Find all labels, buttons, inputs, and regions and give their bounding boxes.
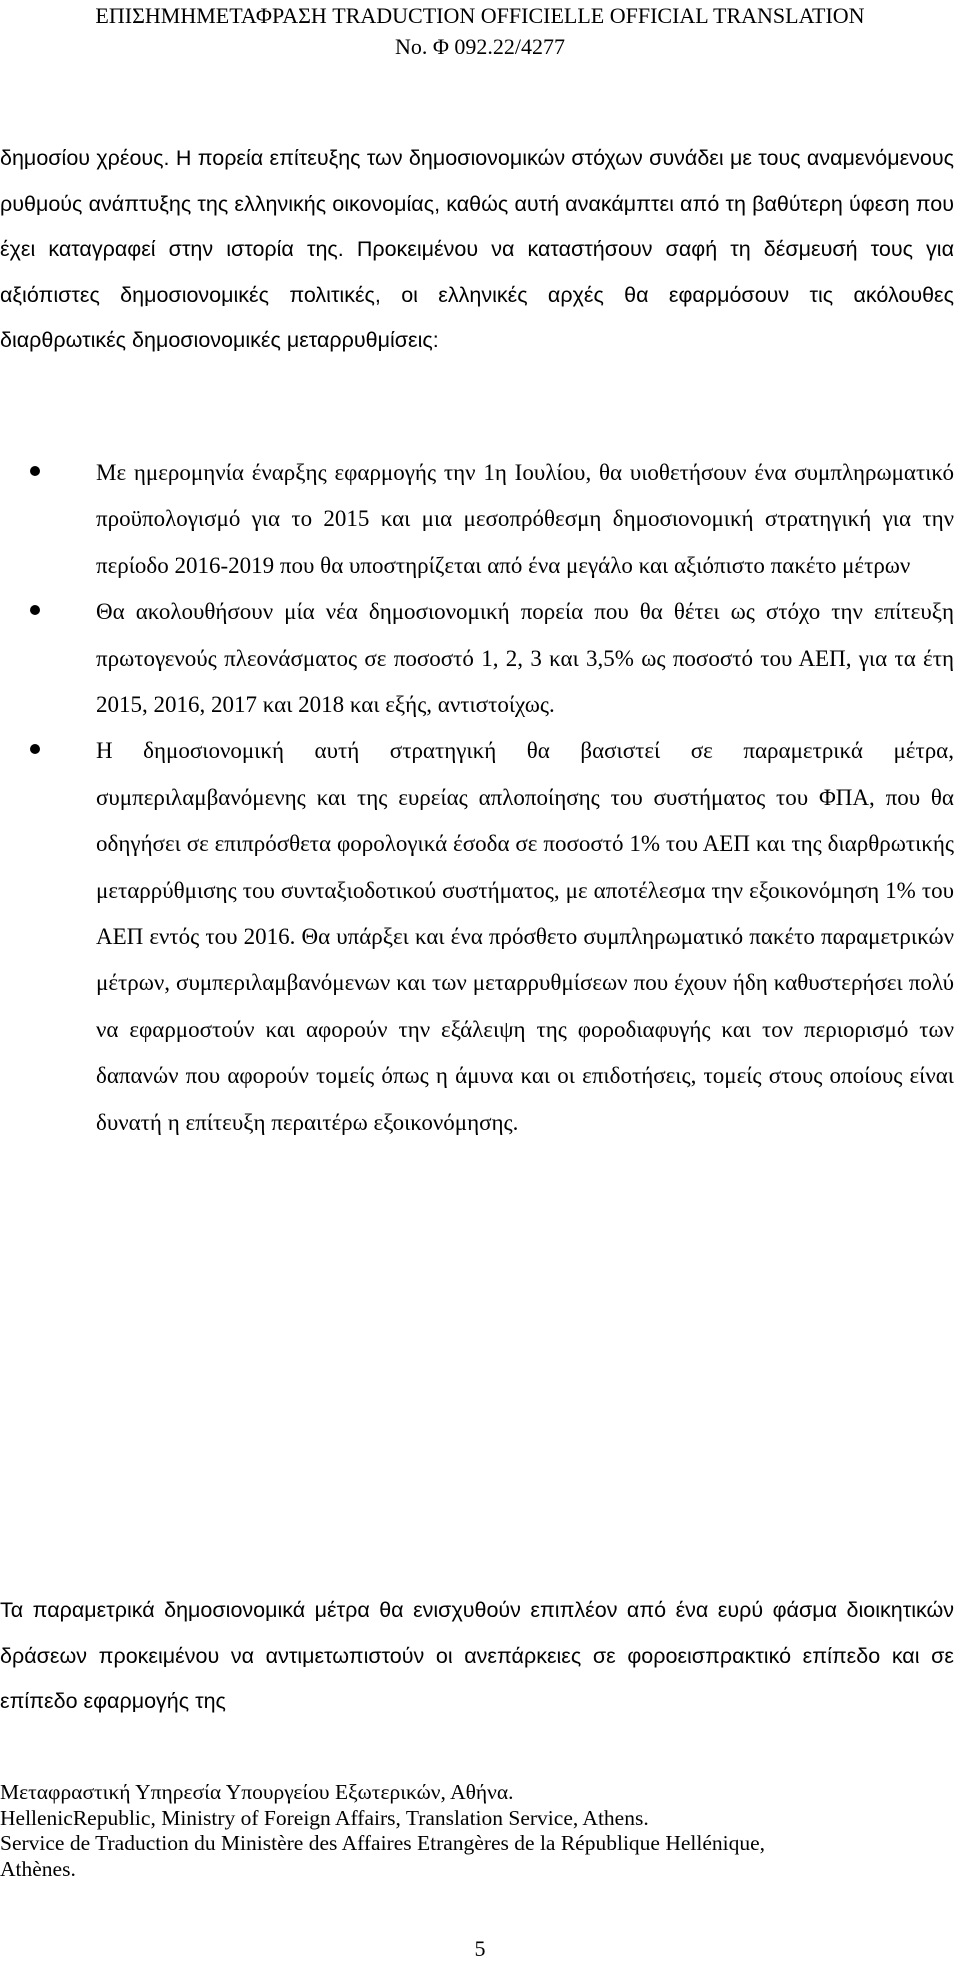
- bullet-text: Με ημερομηνία έναρξης εφαρμογής την 1η Ιουλίου, θα υιοθετήσουν ένα συμπληρωματικό προϋπολογισμό για το 2015 και μια μεσοπρόθεσμη δημοσιονομική στρατηγική για την περίοδο 2016-2019 που θα υποστηρίζεται από ένα μεγάλο και αξιόπιστο πακέτο μέτρων: [96, 460, 954, 578]
- document-reference-number: No. Φ 092.22/4277: [394, 34, 566, 59]
- closing-paragraph: Τα παραμετρικά δημοσιονομικά μέτρα θα ενισχυθούν επιπλέον από ένα ευρύ φάσμα διοικητικών δράσεων προκειμένου να αντιμετωπιστούν οι ανεπάρκειες σε φοροεισπρακτικό επίπεδο και σε επίπεδο εφαρμογής της: [0, 1598, 954, 1713]
- document-footer: [0, 1780, 954, 1882]
- bullet-text: Η δημοσιονομική αυτή στρατηγική θα βασιστεί σε παραμετρικά μέτρα, συμπεριλαμβανόμενης και της ευρείας απλοποίησης του συστήματος του ΦΠΑ, που θα οδηγήσει σε επιπρόσθετα φορολογικά έσοδα σε ποσοστό 1% του ΑΕΠ και της διαρθρωτικής μεταρρύθμισης του συνταξιοδοτικού συστήματος, με αποτέλεσμα την εξοικονόμηση 1% του ΑΕΠ εντός του 2016. Θα υπάρξει και ένα πρόσθετο συμπληρωματικό πακέτο παραμετρικών μέτρων, συμπεριλαμβανόμενων και των μεταρρυθμίσεων που έχουν ήδη καθυστερήσει πολύ να εφαρμοστούν και αφορούν την εξάλειψη της φοροδιαφυγής και τον περιορισμό των δαπανών που αφορούν τομείς όπως η άμυνα και οι επιδοτήσεις, τομείς στους οποίους είναι δυνατή η επίτευξη περαιτέρω εξοικονόμησης.: [96, 738, 954, 1135]
- footer-line-french-city: Athènes.: [0, 1856, 76, 1881]
- document-header: [0, 0, 960, 62]
- footer-line-greek: Μεταφραστική Υπηρεσία Υπουργείου Εξωτερικών, Αθήνα.: [0, 1780, 514, 1804]
- bullet-item-strategy: [0, 728, 954, 1146]
- footer-line-english: HellenicRepublic, Ministry of Foreign Affairs, Translation Service, Athens.: [0, 1805, 649, 1830]
- bullet-dot-icon: [30, 605, 40, 615]
- intro-paragraph: δημοσίου χρέους. Η πορεία επίτευξης των δημοσιονομικών στόχων συνάδει με τους αναμενόμενους ρυθμούς ανάπτυξης της ελληνικής οικονομίας, καθώς αυτή ανακάμπτει από τη βαθύτερη ύφεση που έχει καταγραφεί στην ιστορία της. Προκειμένου να καταστήσουν σαφή τη δέσμευσή τους για αξιόπιστες δημοσιονομικές πολιτικές, οι ελληνικές αρχές θα εφαρμόσουν τις ακόλουθες διαρθρωτικές δημοσιονομικές μεταρρυθμίσεις:: [0, 146, 954, 352]
- page-number: 5: [474, 1936, 486, 1961]
- bullet-item-surplus: [0, 589, 954, 728]
- bullet-list: [0, 450, 954, 1146]
- footer-line-french: Service de Traduction du Ministère des Affaires Etrangères de la République Hellénique,: [0, 1831, 766, 1855]
- bullet-dot-icon: [30, 466, 40, 476]
- bullet-dot-icon: [30, 744, 40, 754]
- bullet-text: Θα ακολουθήσουν μία νέα δημοσιονομική πορεία που θα θέτει ως στόχο την επίτευξη πρωτογενούς πλεονάσματος σε ποσοστό 1, 2, 3 και 3,5% ως ποσοστό του ΑΕΠ, για τα έτη 2015, 2016, 2017 και 2018 και εξής, αντιστοίχως.: [96, 599, 954, 718]
- bullet-item-budget: [0, 450, 954, 589]
- official-translation-heading: ΕΠΙΣΗΜΗΜΕΤΑΦΡΑΣΗ TRADUCTION OFFICIELLE OFFICIAL TRANSLATION: [95, 3, 865, 28]
